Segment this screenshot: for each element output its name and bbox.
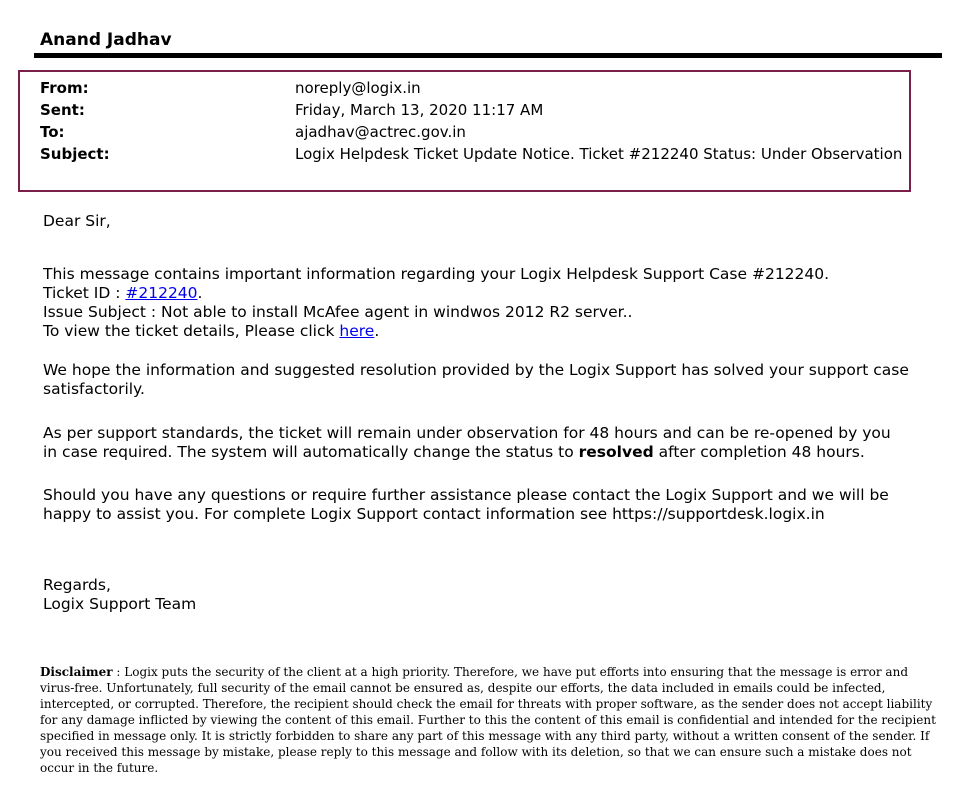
view-ticket-line	[43, 322, 943, 341]
header-divider	[34, 53, 942, 58]
ticket-id-link[interactable]: #212240	[125, 284, 198, 302]
email-header-box	[18, 70, 911, 192]
ticket-id-suffix: .	[197, 284, 203, 302]
intro-line: This message contains important information regarding your Logix Helpdesk Support Case #212240.	[43, 265, 830, 283]
from-value: noreply@logix.in	[295, 79, 421, 97]
disclaimer-text: : Logix puts the security of the client at a high priority. Therefore, we have put efforts into ensuring that the message is error and virus-free. Unfortunately, full security of the email cannot be ensured as, despite our efforts, the data included in emails could be infected, intercepted, or corrupted. Therefore, the recipient should check the email for threats with proper software, as the sender does not accept liability for any damage inflicted by viewing the content of this email. Further to this the content of this email is confidential and intended for the recipient specified in message only. It is strictly forbidden to share any part of this message with any third party, without a written consent of the sender. If you received this message by mistake, please reply to this message and follow with its deletion, so that we can ensure such a mistake does not occur in the future.	[40, 665, 936, 775]
to-label: To:	[40, 123, 65, 141]
sender-name: Anand Jadhav	[40, 30, 172, 50]
questions-paragraph	[43, 486, 943, 524]
resolution-paragraph	[43, 361, 943, 399]
resolved-status: resolved	[578, 443, 654, 461]
view-prefix: To view the ticket details, Please click	[43, 322, 340, 340]
regards-line: Regards,	[43, 576, 111, 594]
team-line: Logix Support Team	[43, 595, 197, 613]
resolution-line-1: We hope the information and suggested resolution provided by the Logix Support has solved your support case	[43, 361, 909, 379]
ticket-id-line	[43, 284, 943, 303]
ticket-info-block	[43, 265, 943, 341]
questions-line-1: Should you have any questions or require further assistance please contact the Logix Support and we will be	[43, 486, 889, 504]
standards-paragraph	[43, 424, 943, 462]
greeting: Dear Sir,	[43, 212, 111, 230]
ticket-id-prefix: Ticket ID :	[43, 284, 126, 302]
questions-line-2: happy to assist you. For complete Logix Support contact information see https://supportdesk.logix.in	[43, 505, 825, 523]
resolution-line-2: satisfactorily.	[43, 380, 145, 398]
standards-prefix: in case required. The system will automatically change the status to	[43, 443, 579, 461]
subject-value: Logix Helpdesk Ticket Update Notice. Ticket #212240 Status: Under Observation	[295, 145, 903, 163]
standards-line-2	[43, 443, 943, 462]
signature	[43, 576, 943, 614]
disclaimer-label: Disclaimer	[40, 665, 113, 679]
issue-subject-line: Issue Subject : Not able to install McAfee agent in windwos 2012 R2 server..	[43, 303, 633, 321]
sent-label: Sent:	[40, 101, 85, 119]
from-label: From:	[40, 79, 89, 97]
view-ticket-link[interactable]: here	[339, 322, 375, 340]
subject-label: Subject:	[40, 145, 110, 163]
disclaimer	[40, 664, 940, 776]
standards-suffix: after completion 48 hours.	[653, 443, 865, 461]
sent-value: Friday, March 13, 2020 11:17 AM	[295, 101, 544, 119]
to-value: ajadhav@actrec.gov.in	[295, 123, 466, 141]
standards-line-1: As per support standards, the ticket will remain under observation for 48 hours and can be re-opened by you	[43, 424, 891, 442]
view-suffix: .	[374, 322, 380, 340]
